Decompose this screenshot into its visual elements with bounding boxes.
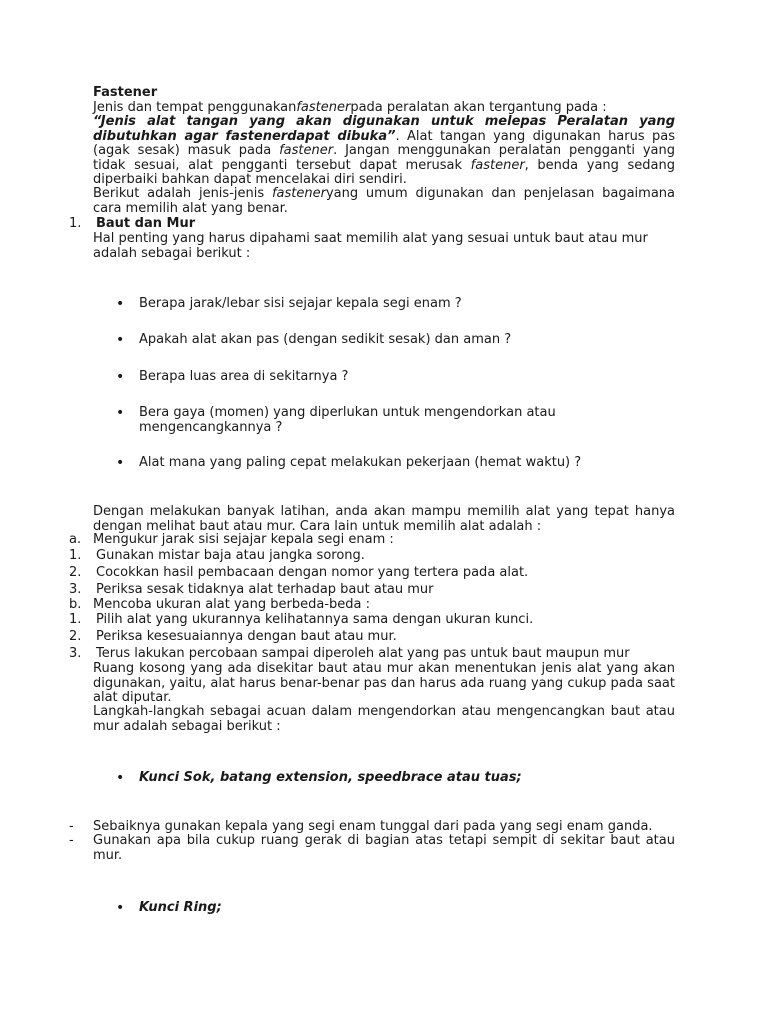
intro-text-end: pada peralatan akan tergantung pada : [350,100,607,115]
doc-title: Fastener [93,85,158,100]
section-number: 1. [69,216,82,231]
fastener-types-paragraph [93,187,675,216]
tool-heading: Kunci Sok, batang extension, speedbrace atau tuas; [139,770,522,785]
intro-text: Jenis dan tempat penggunakan [93,100,297,115]
practice-paragraph: Dengan melakukan banyak latihan, anda akan mampu memilih alat yang tepat hanya dengan melihat baut atau mur. Cara lain untuk memilih alat adalah : [93,504,675,534]
step-text: Periksa kesesuaiannya dengan baut atau mur. [96,629,397,644]
bullet-icon: • [116,455,125,471]
step-text: Terus lakukan percobaan sampai diperoleh alat yang pas untuk baut maupun mur [96,646,630,661]
method-marker: a. [69,532,82,547]
bullet-icon: • [116,900,125,916]
tip-text: Gunakan apa bila cukup ruang gerak di bagian atas tetapi sempit di sekitar baut atau mur. [93,833,675,863]
intro-quote: Jenis alat tangan yang akan digunakan untuk melepas Peralatan yang dibutuhkan agar fastenerdapat dibuka [93,114,675,144]
dash-marker: - [69,833,74,848]
fastener-term: fastener [271,186,326,201]
step-text: Periksa sesak tidaknya alat terhadap baut atau mur [96,582,434,597]
step-text: Pilih alat yang ukurannya kelihatannya sama dengan ukuran kunci. [96,612,534,627]
bullet-icon: • [116,405,125,421]
step-number: 3. [69,582,82,597]
section-heading: Baut dan Mur [96,216,196,231]
quote-open: “ [93,114,101,129]
bullet-icon: • [116,296,125,312]
list-item: Apakah alat akan pas (dengan sedikit sesak) dan aman ? [139,332,512,347]
list-item: Bera gaya (momen) yang diperlukan untuk mengendorkan atau mengencangkannya ? [139,405,556,435]
list-item: Alat mana yang paling cepat melakukan pekerjaan (hemat waktu) ? [139,455,582,470]
intro-fastener-term: fastener [296,100,351,115]
intro-text: . Alat tangan yang digunakan harus pas (agak sesak) masuk pada [93,128,675,158]
method-heading: Mencoba ukuran alat yang berbeda-beda : [93,597,370,612]
fastener-term: fastener [470,157,525,173]
step-text: Gunakan mistar baja atau jangka sorong. [96,548,365,563]
steps-paragraph: Langkah-langkah sebagai acuan dalam mengendorkan atau mengencangkan baut atau mur adalah sebagai berikut : [93,704,675,734]
quote-close: ” [387,128,396,144]
list-item: Berapa jarak/lebar sisi sejajar kepala segi enam ? [139,296,462,311]
dash-marker: - [69,819,74,834]
paragraph-text: Berikut adalah jenis-jenis [93,186,272,201]
bullet-icon: • [116,770,125,786]
step-number: 1. [69,612,82,627]
step-number: 1. [69,548,82,563]
method-marker: b. [69,597,82,612]
step-number: 3. [69,646,82,661]
step-number: 2. [69,629,82,644]
list-item: Berapa luas area di sekitarnya ? [139,369,349,384]
tip-text: Sebaiknya gunakan kepala yang segi enam tunggal dari pada yang segi enam ganda. [93,819,653,834]
step-number: 2. [69,565,82,580]
intro-text: , benda yang sedang diperbaiki bahkan dapat mencelakai diri sendiri. [93,157,675,187]
section-intro: Hal penting yang harus dipahami saat memilih alat yang sesuai untuk baut atau mur adalah sebagai berikut : [93,231,648,261]
fastener-term: fastener [279,143,334,158]
intro-text: . Jangan menggunakan peralatan pengganti yang tidak sesuai, alat pengganti tersebut dapat merusak [93,143,675,173]
intro-paragraph [93,115,675,188]
bullet-icon: • [116,332,125,348]
step-text: Cocokkan hasil pembacaan dengan nomor yang tertera pada alat. [96,565,529,580]
paragraph-text: yang umum digunakan dan penjelasan bagaimana cara memilih alat yang benar. [93,186,675,216]
space-paragraph: Ruang kosong yang ada disekitar baut atau mur akan menentukan jenis alat yang akan digunakan, yaitu, alat harus benar-benar pas dan harus ada ruang yang cukup pada saat alat diputar. [93,661,675,705]
bullet-icon: • [116,369,125,385]
method-heading: Mengukur jarak sisi sejajar kepala segi enam : [93,532,394,547]
tool-heading: Kunci Ring; [139,900,222,915]
